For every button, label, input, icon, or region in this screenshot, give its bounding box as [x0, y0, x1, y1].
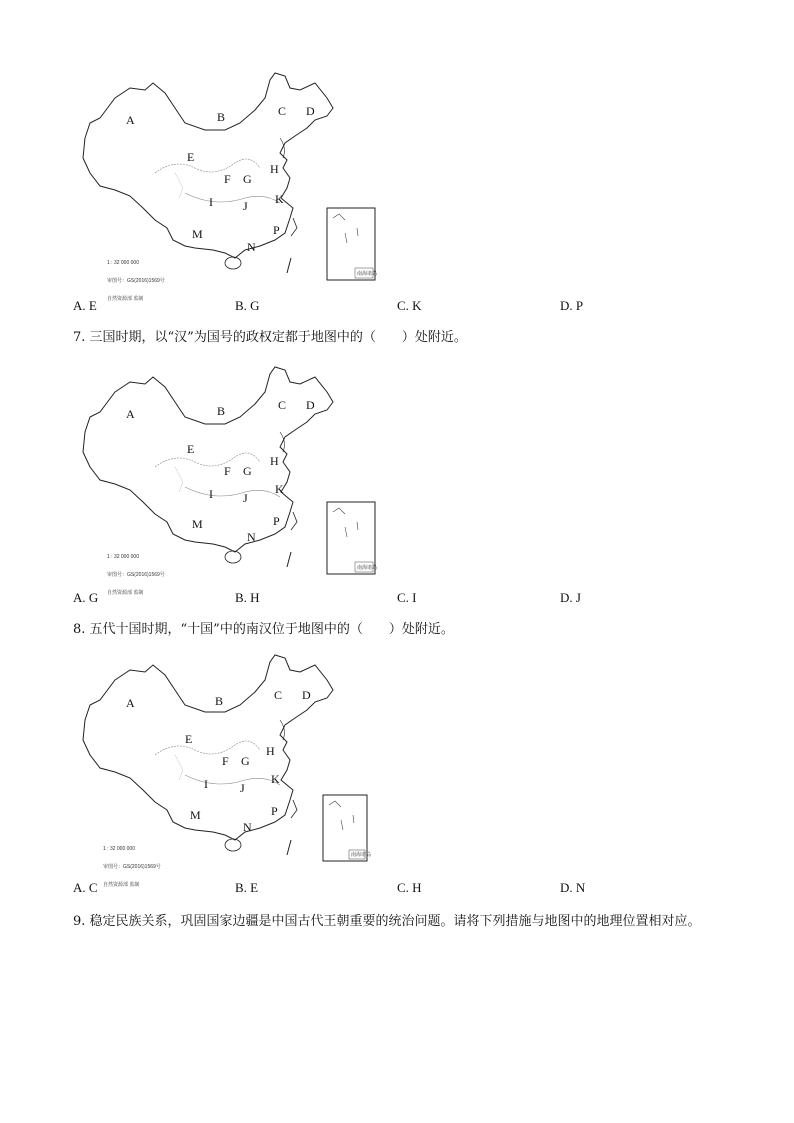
- map-label-p: P: [273, 514, 280, 528]
- map-label-c: C: [278, 104, 287, 118]
- map-label-b: B: [215, 694, 224, 708]
- inset-caption: 南海诸岛: [351, 852, 372, 858]
- map-label-i: I: [204, 777, 208, 791]
- q7-option-a[interactable]: A. G: [73, 590, 99, 605]
- q7-option-c[interactable]: C. I: [397, 590, 417, 605]
- map-label-d: D: [306, 398, 315, 412]
- map-label-h: H: [266, 744, 275, 758]
- map-label-d: D: [306, 104, 315, 118]
- q6-option-b[interactable]: B. G: [235, 298, 260, 313]
- map-label-e: E: [185, 732, 193, 746]
- map-label-b: B: [217, 110, 226, 124]
- map-label-g: G: [243, 172, 252, 186]
- map-scale: 1 : 32 000 000: [107, 554, 139, 560]
- q8-option-b[interactable]: B. E: [235, 880, 259, 895]
- map-review-number: 审图号：GS(2016)1569号: [107, 278, 165, 284]
- map-scale: 1 : 32 000 000: [107, 260, 139, 266]
- map-label-g: G: [241, 754, 250, 768]
- q7-options: [73, 590, 733, 610]
- q8-option-d[interactable]: D. N: [560, 880, 586, 895]
- map-label-j: J: [243, 199, 248, 213]
- map-label-j: J: [240, 781, 245, 795]
- map-label-a: A: [126, 407, 135, 421]
- map-publisher: 自然资源部 监制: [107, 590, 144, 596]
- map-review-number: 审图号：GS(2016)1569号: [103, 864, 161, 870]
- map-label-k: K: [275, 482, 284, 496]
- map-label-k: K: [271, 772, 280, 786]
- map-label-f: F: [224, 464, 231, 478]
- map-label-n: N: [247, 240, 256, 254]
- question-7: 7. 三国时期，以“汉”为国号的政权定都于地图中的（ ）处附近。: [73, 330, 467, 345]
- map-label-i: I: [209, 487, 213, 501]
- map-label-h: H: [270, 162, 279, 176]
- q7-option-b[interactable]: B. H: [235, 590, 260, 605]
- map-publisher: 自然资源部 监制: [107, 296, 144, 302]
- inset-caption: 南海诸岛: [357, 565, 378, 571]
- map-label-m: M: [192, 517, 203, 531]
- map-label-b: B: [217, 404, 226, 418]
- map-label-n: N: [243, 820, 252, 834]
- map-label-p: P: [273, 223, 280, 237]
- map-label-n: N: [247, 530, 256, 544]
- map-label-h: H: [270, 454, 279, 468]
- map-label-c: C: [278, 398, 287, 412]
- map-label-k: K: [275, 192, 284, 206]
- map-label-d: D: [302, 688, 311, 702]
- q8-options: [73, 880, 733, 900]
- map-label-i: I: [209, 195, 213, 209]
- map-label-m: M: [190, 808, 201, 822]
- map-label-j: J: [243, 491, 248, 505]
- map-label-a: A: [126, 696, 135, 710]
- map-scale: 1 : 32 000 000: [103, 846, 135, 852]
- q7-option-d[interactable]: D. J: [560, 590, 581, 605]
- map-label-g: G: [243, 464, 252, 478]
- q6-option-a[interactable]: A. E: [73, 298, 97, 313]
- china-map-2: [75, 362, 385, 596]
- q8-option-a[interactable]: A. C: [73, 880, 98, 895]
- q8-option-c[interactable]: C. H: [397, 880, 422, 895]
- map-label-p: P: [271, 804, 278, 818]
- china-outline-svg: [75, 650, 385, 865]
- q6-options: [73, 298, 733, 318]
- map-label-a: A: [126, 113, 135, 127]
- map-label-e: E: [187, 442, 195, 456]
- map-label-e: E: [187, 150, 195, 164]
- map-label-c: C: [274, 688, 283, 702]
- q6-option-d[interactable]: D. P: [560, 298, 584, 313]
- map-label-f: F: [222, 754, 229, 768]
- map-label-m: M: [192, 227, 203, 241]
- q6-option-c[interactable]: C. K: [397, 298, 422, 313]
- question-8: 8. 五代十国时期，“十国”中的南汉位于地图中的（ ）处附近。: [73, 622, 454, 637]
- china-map-1: [75, 68, 385, 302]
- inset-caption: 南海诸岛: [357, 271, 378, 277]
- map-label-f: F: [224, 172, 231, 186]
- question-9: 9. 稳定民族关系，巩固国家边疆是中国古代王朝重要的统治问题。请将下列措施与地图中的地理位置相对应。: [73, 914, 701, 929]
- map-review-number: 审图号：GS(2016)1569号: [107, 572, 165, 578]
- map-publisher: 自然资源部 监制: [103, 882, 140, 888]
